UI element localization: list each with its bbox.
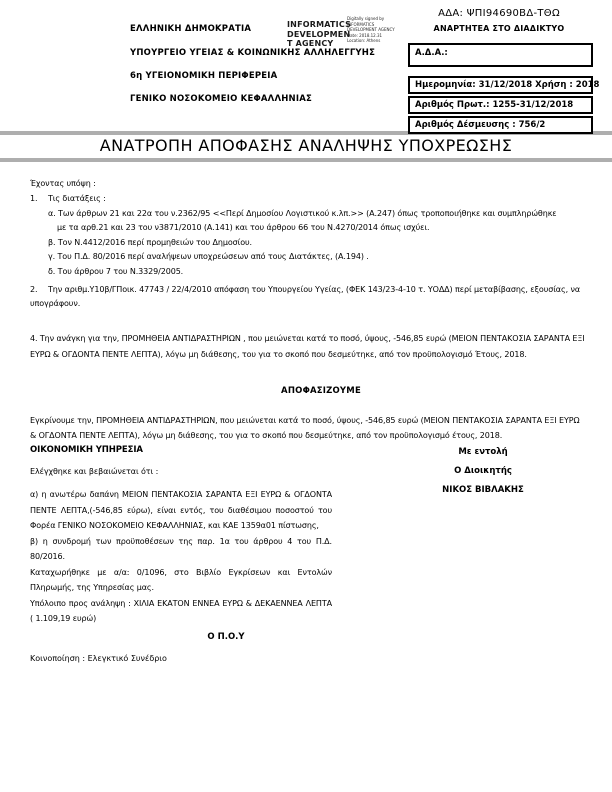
signer-role: Ο Διοικητής	[454, 466, 512, 476]
item-1-number: 1.	[30, 194, 38, 203]
item-2-number: 2.	[30, 285, 38, 294]
remaining-balance-paragraph: Υπόλοιπο προς ανάληψη : ΧΙΛΙΑ ΕΚΑΤΟΝ ΕΝΝΕΑ ΕΥΡΩ & ΔΕΚΑΕΝΝΕΑ ΛΕΠΤΑ ( 1.109,19 ευρώ)	[30, 598, 332, 623]
title-separator-bottom	[0, 158, 612, 162]
decision-text: Εγκρίνουμε την, ΠΡΟΜΗΘΕΙΑ ΑΝΤΙΔΡΑΣΤΗΡΙΩΝ, που μειώνεται κατά το ποσό, ύψους, -546,85 ευρώ (ΜΕΙΟΝ ΠΕΝΤΑΚΟΣΙΑ ΣΑΡΑΝΤΑ ΕΞΙ ΕΥΡΩ & ΟΓΔΟΝΤΑ ΠΕΝΤΕ ΛΕΠΤΑ), λόγω μη διάθεσης, του για το σκοπό που δεσμεύτηκε, από τον προϋπολογισμό έτους, 2018.	[30, 416, 580, 440]
financial-service-section	[30, 445, 332, 627]
decision-heading: ΑΠΟΦΑΣΙΖΟΥΜΕ	[281, 386, 361, 396]
preamble-item-2	[30, 283, 586, 311]
org-line-republic: ΕΛΛΗΝΙΚΗ ΔΗΜΟΚΡΑΤΙΑ	[130, 24, 252, 34]
registration-paragraph: Καταχωρήθηκε με α/α: 0/1096, στο Βιβλίο Εγκρίσεων και Εντολών Πληρωμής, της Υπηρεσίας μας.	[30, 567, 332, 592]
item-2-text: Την αριθμ.Υ10β/ΓΠοικ. 47743 / 22/4/2010 απόφαση του Υπουργείου Υγείας, (ΦΕΚ 143/23-4-10 τ. ΥΟΔΔ) περί μεταβίβασης, εξουσίας, να υπογράφουν.	[30, 285, 580, 308]
org-line-health-region: 6η ΥΓΕΙΟΝΟΜΙΚΗ ΠΕΡΙΦΕΡΕΙΑ	[130, 71, 278, 81]
stamp-detail-line: Digitally signed by	[347, 16, 385, 21]
provision-d: δ. Του άρθρου 7 του Ν.3329/2005.	[48, 267, 184, 276]
poy-signature-label: Ο Π.Ο.Υ	[207, 632, 245, 642]
ada-code: ΑΔΑ: ΨΠΙ94690ΒΔ-ΤΘΩ	[438, 8, 560, 19]
provision-a-line-1: α. Των άρθρων 21 και 22α του ν.2362/95 <<Περί Δημοσίου Λογιστικού κ.λπ.>> (Α.247) όπως τροποποιήθηκε και συμπληρώθηκε	[48, 209, 557, 218]
digital-signature-details	[347, 16, 395, 44]
commitment-number-box: Αριθμός Δέσμευσης : 756/2	[408, 116, 593, 134]
provision-a-line-2: με τα αρθ.21 και 23 του ν3871/2010 (Α.141) και του άρθρου 66 του Ν.4270/2014 όπως ισχύει.	[57, 223, 430, 232]
financial-service-heading: ΟΙΚΟΝΟΜΙΚΗ ΥΠΗΡΕΣΙΑ	[30, 445, 143, 455]
stamp-agency-line: INFORMATICS	[287, 20, 352, 29]
stamp-detail-line: Location: Athens	[347, 38, 381, 43]
stamp-detail-line: INFORMATICS	[347, 21, 375, 27]
preamble-intro: Έχοντας υπόψη :	[30, 179, 96, 188]
signer-name: ΝΙΚΟΣ ΒΙΒΛΑΚΗΣ	[442, 485, 524, 495]
certification-paragraph-a: α) η ανωτέρω δαπάνη ΜΕΙΟΝ ΠΕΝΤΑΚΟΣΙΑ ΣΑΡΑΝΤΑ ΕΞΙ ΕΥΡΩ & ΟΓΔΟΝΤΑ ΠΕΝΤΕ ΛΕΠΤΑ,(-546,85 εύρω), είναι εντός, του διαθέσιμου ποσοστού του Φορέα ΓΕΝΙΚΟ ΝΟΣΟΚΟΜΕΙΟ ΚΕΦΑΛΛΗΝΙΑΣ, και ΚΑΕ 1359α01 πίστωσης,	[30, 490, 332, 530]
page-title: ΑΝΑΤΡΟΠΗ ΑΠΟΦΑΣΗΣ ΑΝΑΛΗΨΗΣ ΥΠΟΧΡΕΩΣΗΣ	[99, 136, 513, 155]
stamp-detail-line: Date: 2018.12.31	[347, 32, 383, 38]
by-order-label: Με εντολή	[458, 447, 508, 457]
signature-block	[408, 447, 558, 504]
protocol-number-box: Αριθμός Πρωτ.: 1255-31/12/2018	[408, 96, 593, 114]
internet-posting-label: ΑΝΑΡΤΗΤΕΑ ΣΤΟ ΔΙΑΔΙΚΤΥΟ	[433, 24, 565, 33]
item-1-text: Τις διατάξεις :	[48, 194, 106, 203]
verification-line: Ελέγχθηκε και βεβαιώνεται ότι :	[30, 467, 159, 476]
provision-b: β. Τον Ν.4412/2016 περί προμηθειών του Δημοσίου.	[48, 238, 252, 247]
digital-signature-stamp	[287, 20, 351, 49]
stamp-agency-line: T AGENCY	[287, 39, 334, 48]
ada-box: Α.Δ.Α.:	[408, 43, 593, 67]
provision-c: γ. Του Π.Δ. 80/2016 περί αναλήψεων υποχρεώσεων από τους Διατάκτες, (Α.194) .	[48, 252, 369, 261]
preamble-item-4: 4. Την ανάγκη για την, ΠΡΟΜΗΘΕΙΑ ΑΝΤΙΔΡΑΣΤΗΡΙΩΝ , που μειώνεται κατά το ποσό, ύψους, -546,85 ευρώ (ΜΕΙΟΝ ΠΕΝΤΑΚΟΣΙΑ ΣΑΡΑΝΤΑ ΕΞΙ ΕΥΡΩ & ΟΓΔΟΝΤΑ ΠΕΝΤΕ ΛΕΠΤΑ), λόγω μη διάθεσης, του για το σκοπό που δεσμεύτηκε, από τον προϋπολογισμό Έτους, 2018.	[30, 334, 585, 359]
notification-line: Κοινοποίηση : Ελεγκτικό Συνέδριο	[30, 654, 167, 663]
date-box: Ημερομηνία: 31/12/2018 Χρήση : 2018	[408, 76, 593, 94]
org-line-ministry: ΥΠΟΥΡΓΕΙΟ ΥΓΕΙΑΣ & ΚΟΙΝΩΝΙΚΗΣ ΑΛΛΗΛΕΓΓΥΗΣ	[130, 48, 376, 58]
org-line-hospital: ΓΕΝΙΚΟ ΝΟΣΟΚΟΜΕΙΟ ΚΕΦΑΛΛΗΝΙΑΣ	[130, 94, 312, 104]
stamp-agency-line: DEVELOPMEN	[287, 29, 351, 39]
certification-paragraph-b: β) η συνδρομή των προϋποθέσεων της παρ. 1α του άρθρου 4 του Π.Δ. 80/2016.	[30, 536, 332, 561]
preamble-item-1	[30, 194, 106, 203]
stamp-detail-line: DEVELOPMENT AGENCY	[347, 27, 395, 32]
